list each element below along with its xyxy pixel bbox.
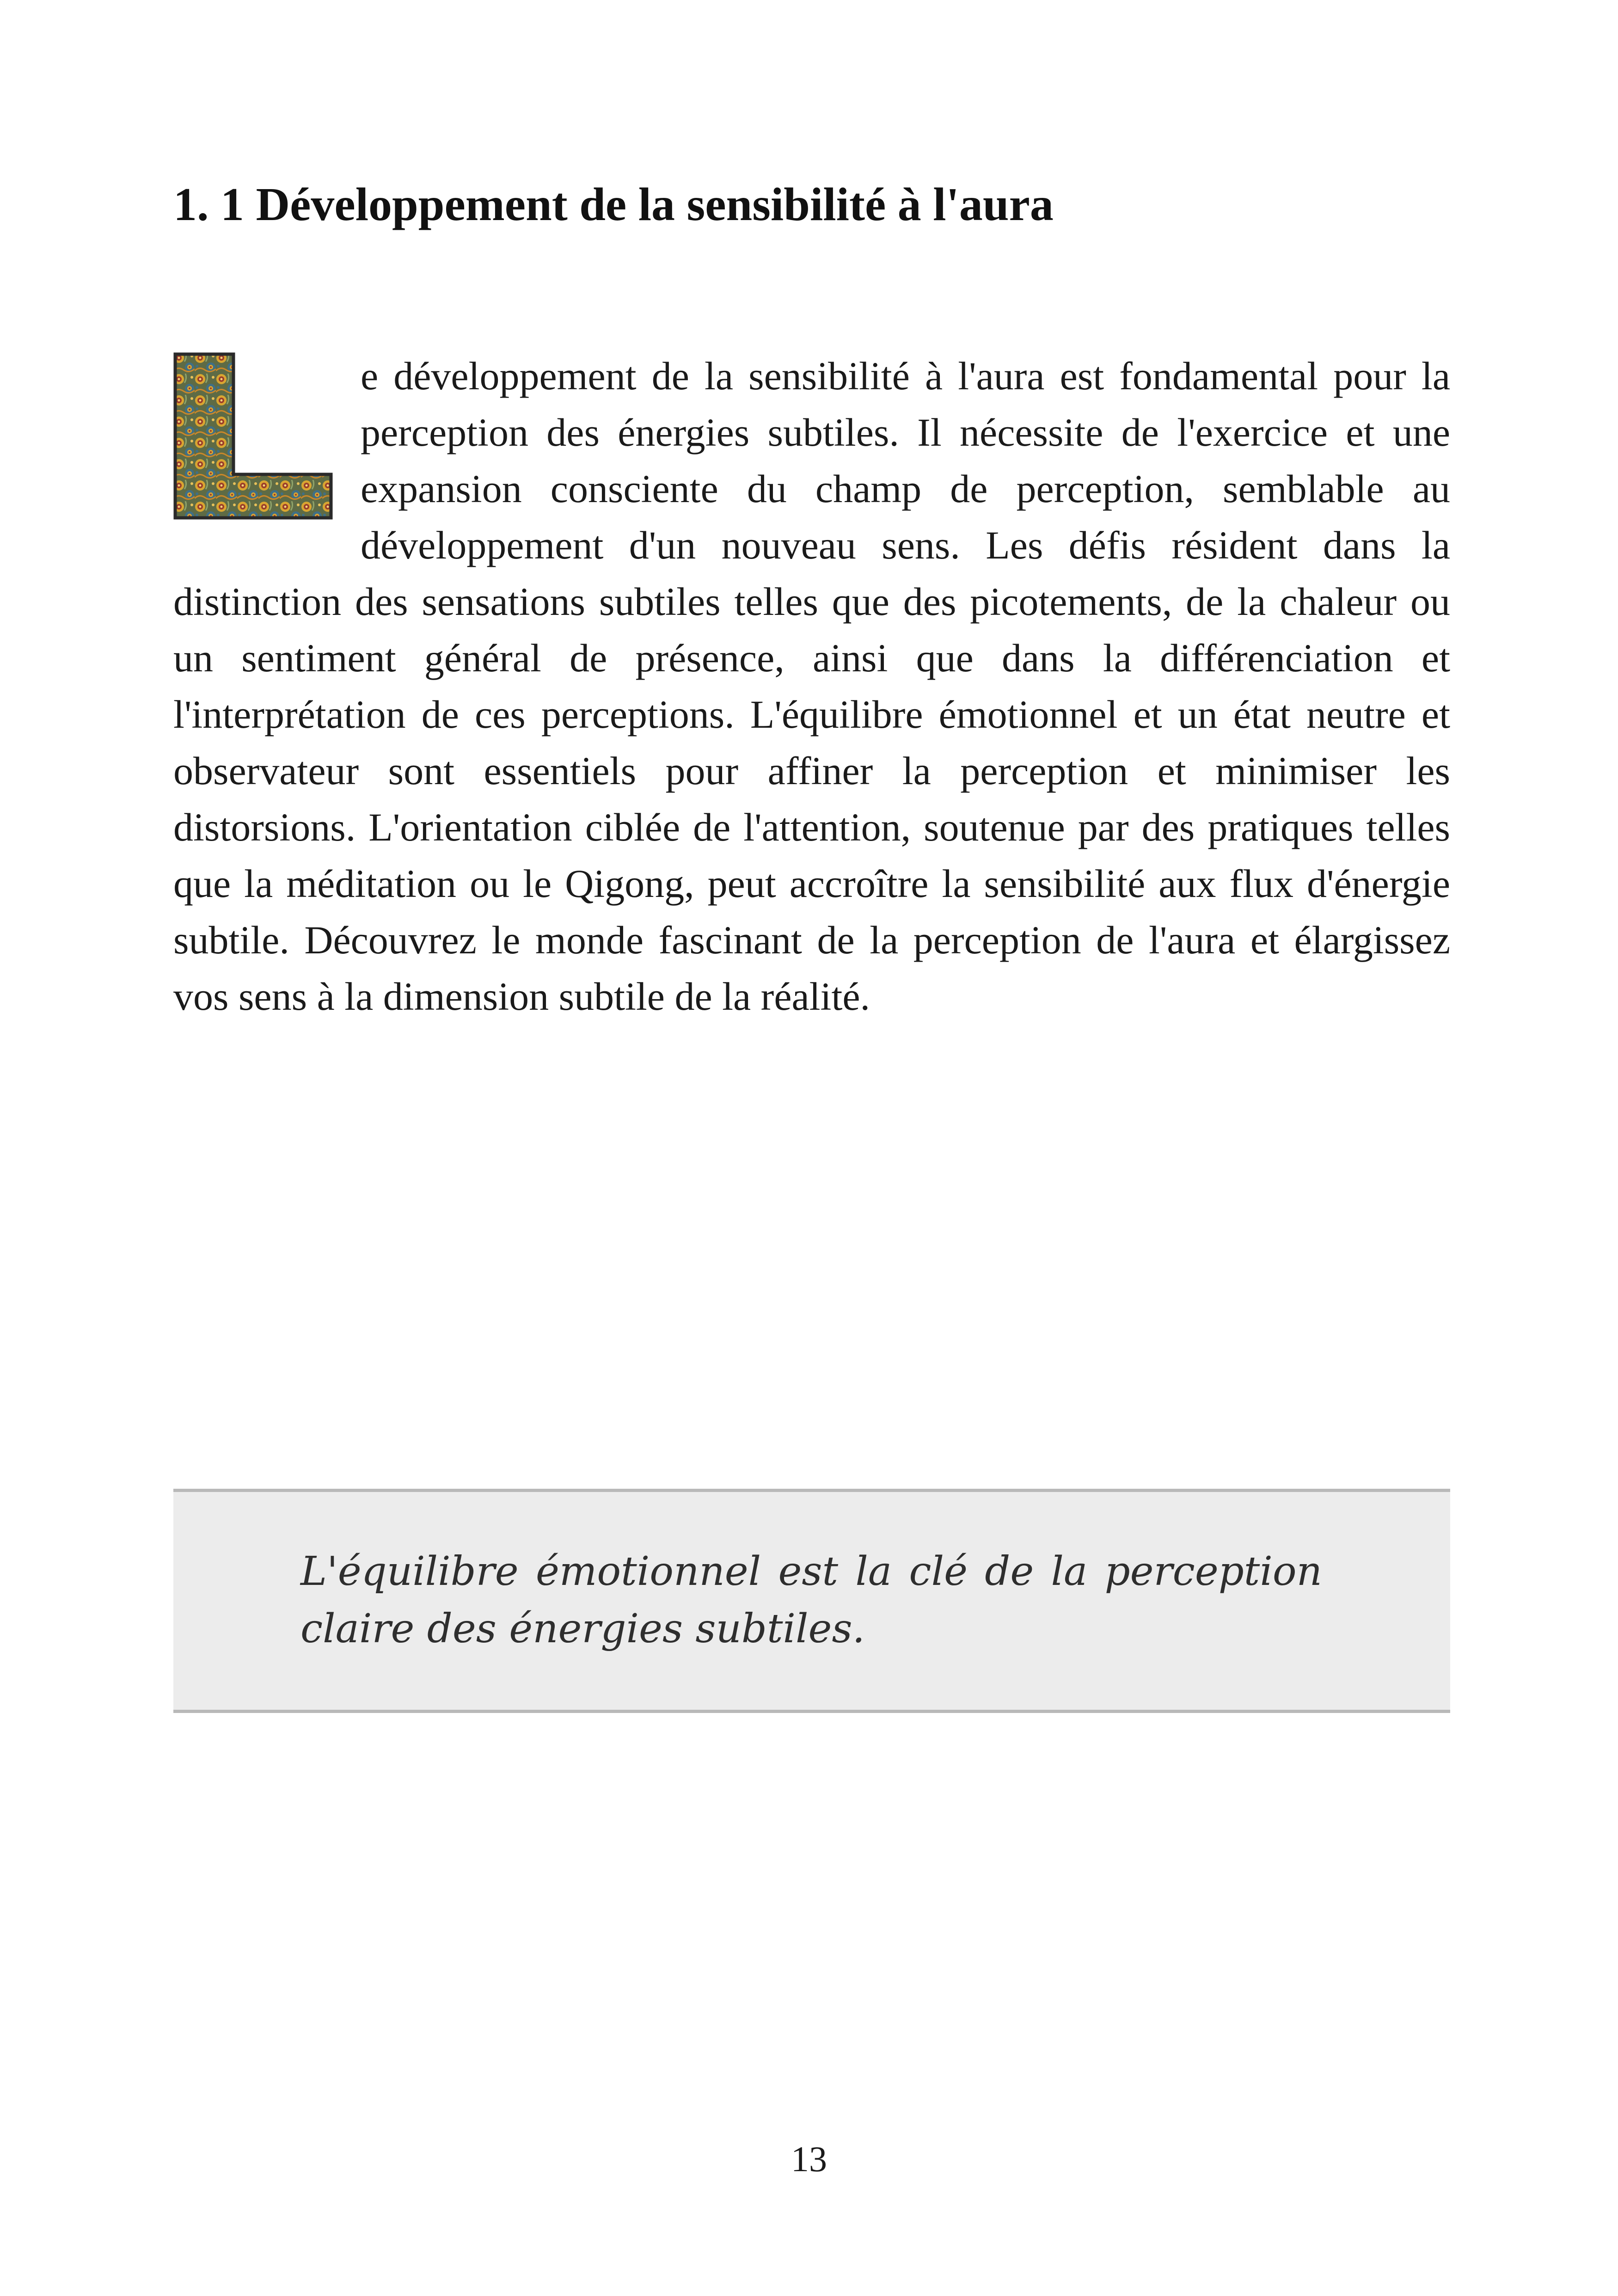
ornamental-dropcap-l-icon xyxy=(173,352,333,520)
drop-cap xyxy=(173,352,333,520)
page-number: 13 xyxy=(791,2139,827,2179)
paragraph-text: e développement de la sensibilité à l'aura est fondamental pour la perception des énergies subtiles. Il nécessite de l'exercice et une expansion consciente du champ de perception, semblable au développement d'un nouveau sens. Les défis résident dans la distinction des sensations subtiles telles que des picotements, de la chaleur ou un sentiment général de présence, ainsi que dans la différenciation et l'interprétation de ces perceptions. L'équilibre émotionnel et un état neutre et observateur sont essentiels pour affiner la perception et minimiser les distorsions. L'orientation ciblée de l'attention, soutenue par des pratiques telles que la méditation ou le Qigong, peut accroître la sensibilité aux flux d'énergie subtile. Découvrez le monde fascinant de la perception de l'aura et élargissez vos sens à la dimension subtile de la réalité. xyxy=(173,354,1450,1019)
pull-quote-box xyxy=(173,1489,1450,1713)
pull-quote-text: L'équilibre émotionnel est la clé de la perception claire des énergies subtiles. xyxy=(300,1548,1322,1652)
page-title: 1. 1 Développement de la sensibilité à l'aura xyxy=(173,178,1054,231)
body-paragraph xyxy=(173,348,1450,1025)
